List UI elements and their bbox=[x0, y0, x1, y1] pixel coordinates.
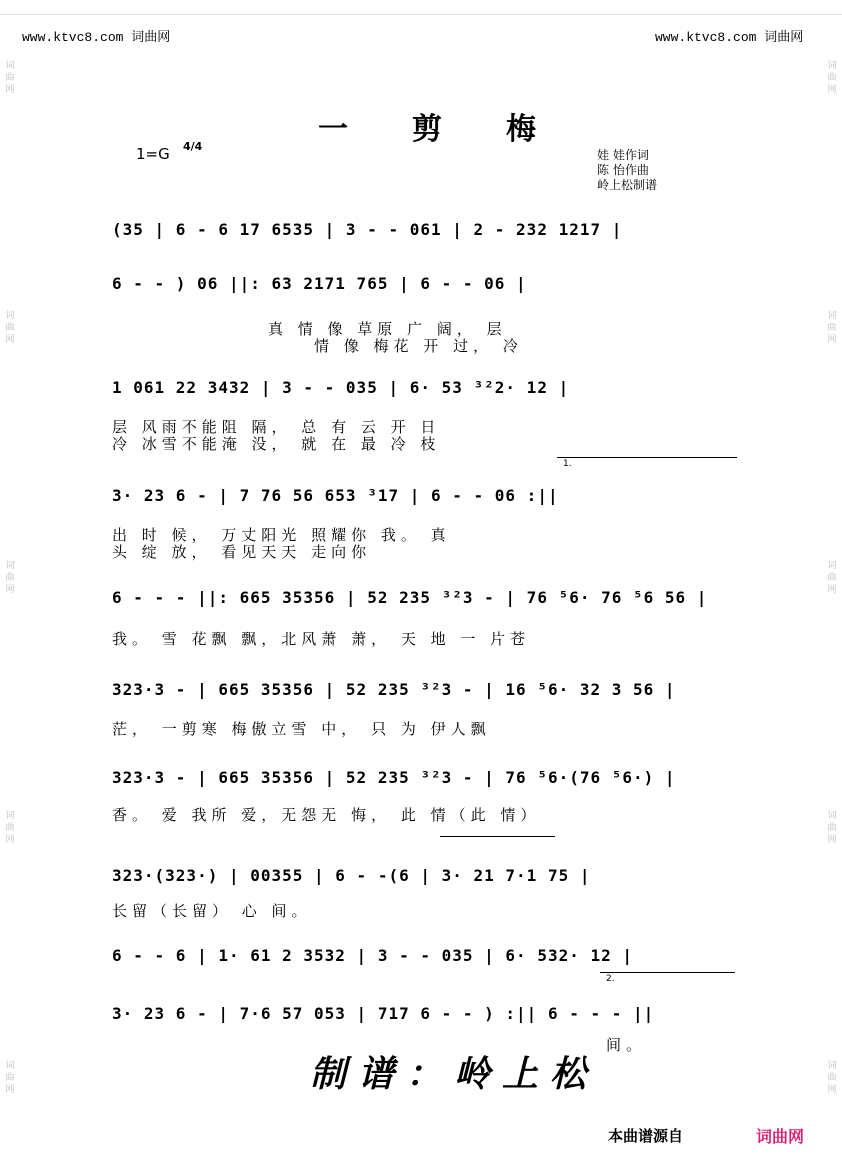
score-line-4: 3· 23 6 - | 7 76 56 653 ³17 | 6 - - 06 :|| bbox=[112, 486, 559, 505]
header-divider bbox=[0, 14, 842, 15]
second-ending-label: 2. bbox=[606, 974, 615, 984]
watermark-left: 词 曲 网 bbox=[5, 561, 15, 595]
lyric-line: 我。 雪 花飘 飘，北风萧 萧， 天 地 一 片苍 bbox=[112, 630, 531, 648]
watermark-right: 词 曲 网 bbox=[827, 811, 837, 845]
credit-lyricist: 娃 娃作词 bbox=[597, 148, 649, 162]
score-line-9: 6 - - 6 | 1· 61 2 3532 | 3 - - 035 | 6· 532· 12 | bbox=[112, 946, 634, 965]
watermark-left: 词 曲 网 bbox=[5, 811, 15, 845]
ending-bracket bbox=[440, 836, 555, 837]
first-ending-label: 1. bbox=[563, 459, 572, 469]
key-signature: 1=G bbox=[136, 145, 170, 163]
score-line-7: 323·3 - | 665 35356 | 52 235 ³²3 - | 76 ⁵6·(76 ⁵6·) | bbox=[112, 768, 676, 787]
source-site-link[interactable]: 词曲网 bbox=[756, 1127, 805, 1146]
score-line-8: 323·(323·) | 00355 | 6 - -(6 | 3· 21 7·1 75 | bbox=[112, 866, 591, 885]
header-site-left[interactable]: www.ktvc8.com 词曲网 bbox=[22, 30, 171, 45]
watermark-right: 词 曲 网 bbox=[827, 311, 837, 345]
lyric-line: 情 像 梅花 开 过， 冷 bbox=[314, 337, 523, 355]
watermark-left: 词 曲 网 bbox=[5, 1061, 15, 1095]
source-label: 本曲谱源自 bbox=[608, 1127, 684, 1145]
lyric-line: 间。 bbox=[606, 1036, 647, 1054]
lyric-line: 香。 爱 我所 爱，无怨无 悔， 此 情（此 情） bbox=[112, 806, 541, 824]
score-line-6: 323·3 - | 665 35356 | 52 235 ³²3 - | 16 ⁵6· 32 3 56 | bbox=[112, 680, 676, 699]
watermark-right: 词 曲 网 bbox=[827, 1061, 837, 1095]
header-site-right[interactable]: www.ktvc8.com 词曲网 bbox=[655, 30, 804, 45]
lyric-line: 茫， 一剪寒 梅傲立雪 中， 只 为 伊人飘 bbox=[112, 720, 491, 738]
score-line-5: 6 - - - ||: 665 35356 | 52 235 ³²3 - | 76 ⁵6· 76 ⁵6 56 | bbox=[112, 588, 708, 607]
lyric-line: 层 风雨不能阻 隔， 总 有 云 开 日 bbox=[112, 418, 441, 436]
song-title: 一剪梅 bbox=[318, 112, 600, 147]
lyric-line: 真 情 像 草原 广 阔， 层 bbox=[268, 320, 507, 338]
first-ending-bracket bbox=[557, 457, 737, 458]
watermark-left: 词 曲 网 bbox=[5, 311, 15, 345]
lyric-line: 头 绽 放， 看见天天 走向你 bbox=[112, 543, 372, 561]
score-line-1: (35 | 6 - 6 17 6535 | 3 - - 061 | 2 - 232 1217 | bbox=[112, 220, 623, 239]
watermark-right: 词 曲 网 bbox=[827, 61, 837, 95]
score-line-10: 3· 23 6 - | 7·6 57 053 | 717 6 - - ) :|| 6 - - - || bbox=[112, 1004, 655, 1023]
time-signature: 4/4 bbox=[183, 140, 203, 153]
credit-transcriber: 岭上松制谱 bbox=[597, 178, 658, 192]
lyric-line: 冷 冰雪不能淹 没， 就 在 最 冷 枝 bbox=[112, 435, 441, 453]
lyric-line: 出 时 候， 万丈阳光 照耀你 我。 真 bbox=[112, 526, 451, 544]
watermark-left: 词 曲 网 bbox=[5, 61, 15, 95]
watermark-right: 词 曲 网 bbox=[827, 561, 837, 595]
lyric-line: 长留（长留） 心 间。 bbox=[112, 902, 312, 920]
second-ending-bracket bbox=[600, 972, 735, 973]
score-line-3: 1 061 22 3432 | 3 - - 035 | 6· 53 ³²2· 12 | bbox=[112, 378, 570, 397]
transcriber-signature: 制谱：岭上松 bbox=[310, 1053, 599, 1095]
credit-composer: 陈 怡作曲 bbox=[597, 163, 649, 177]
score-line-2: 6 - - ) 06 ||: 63 2171 765 | 6 - - 06 | bbox=[112, 274, 527, 293]
